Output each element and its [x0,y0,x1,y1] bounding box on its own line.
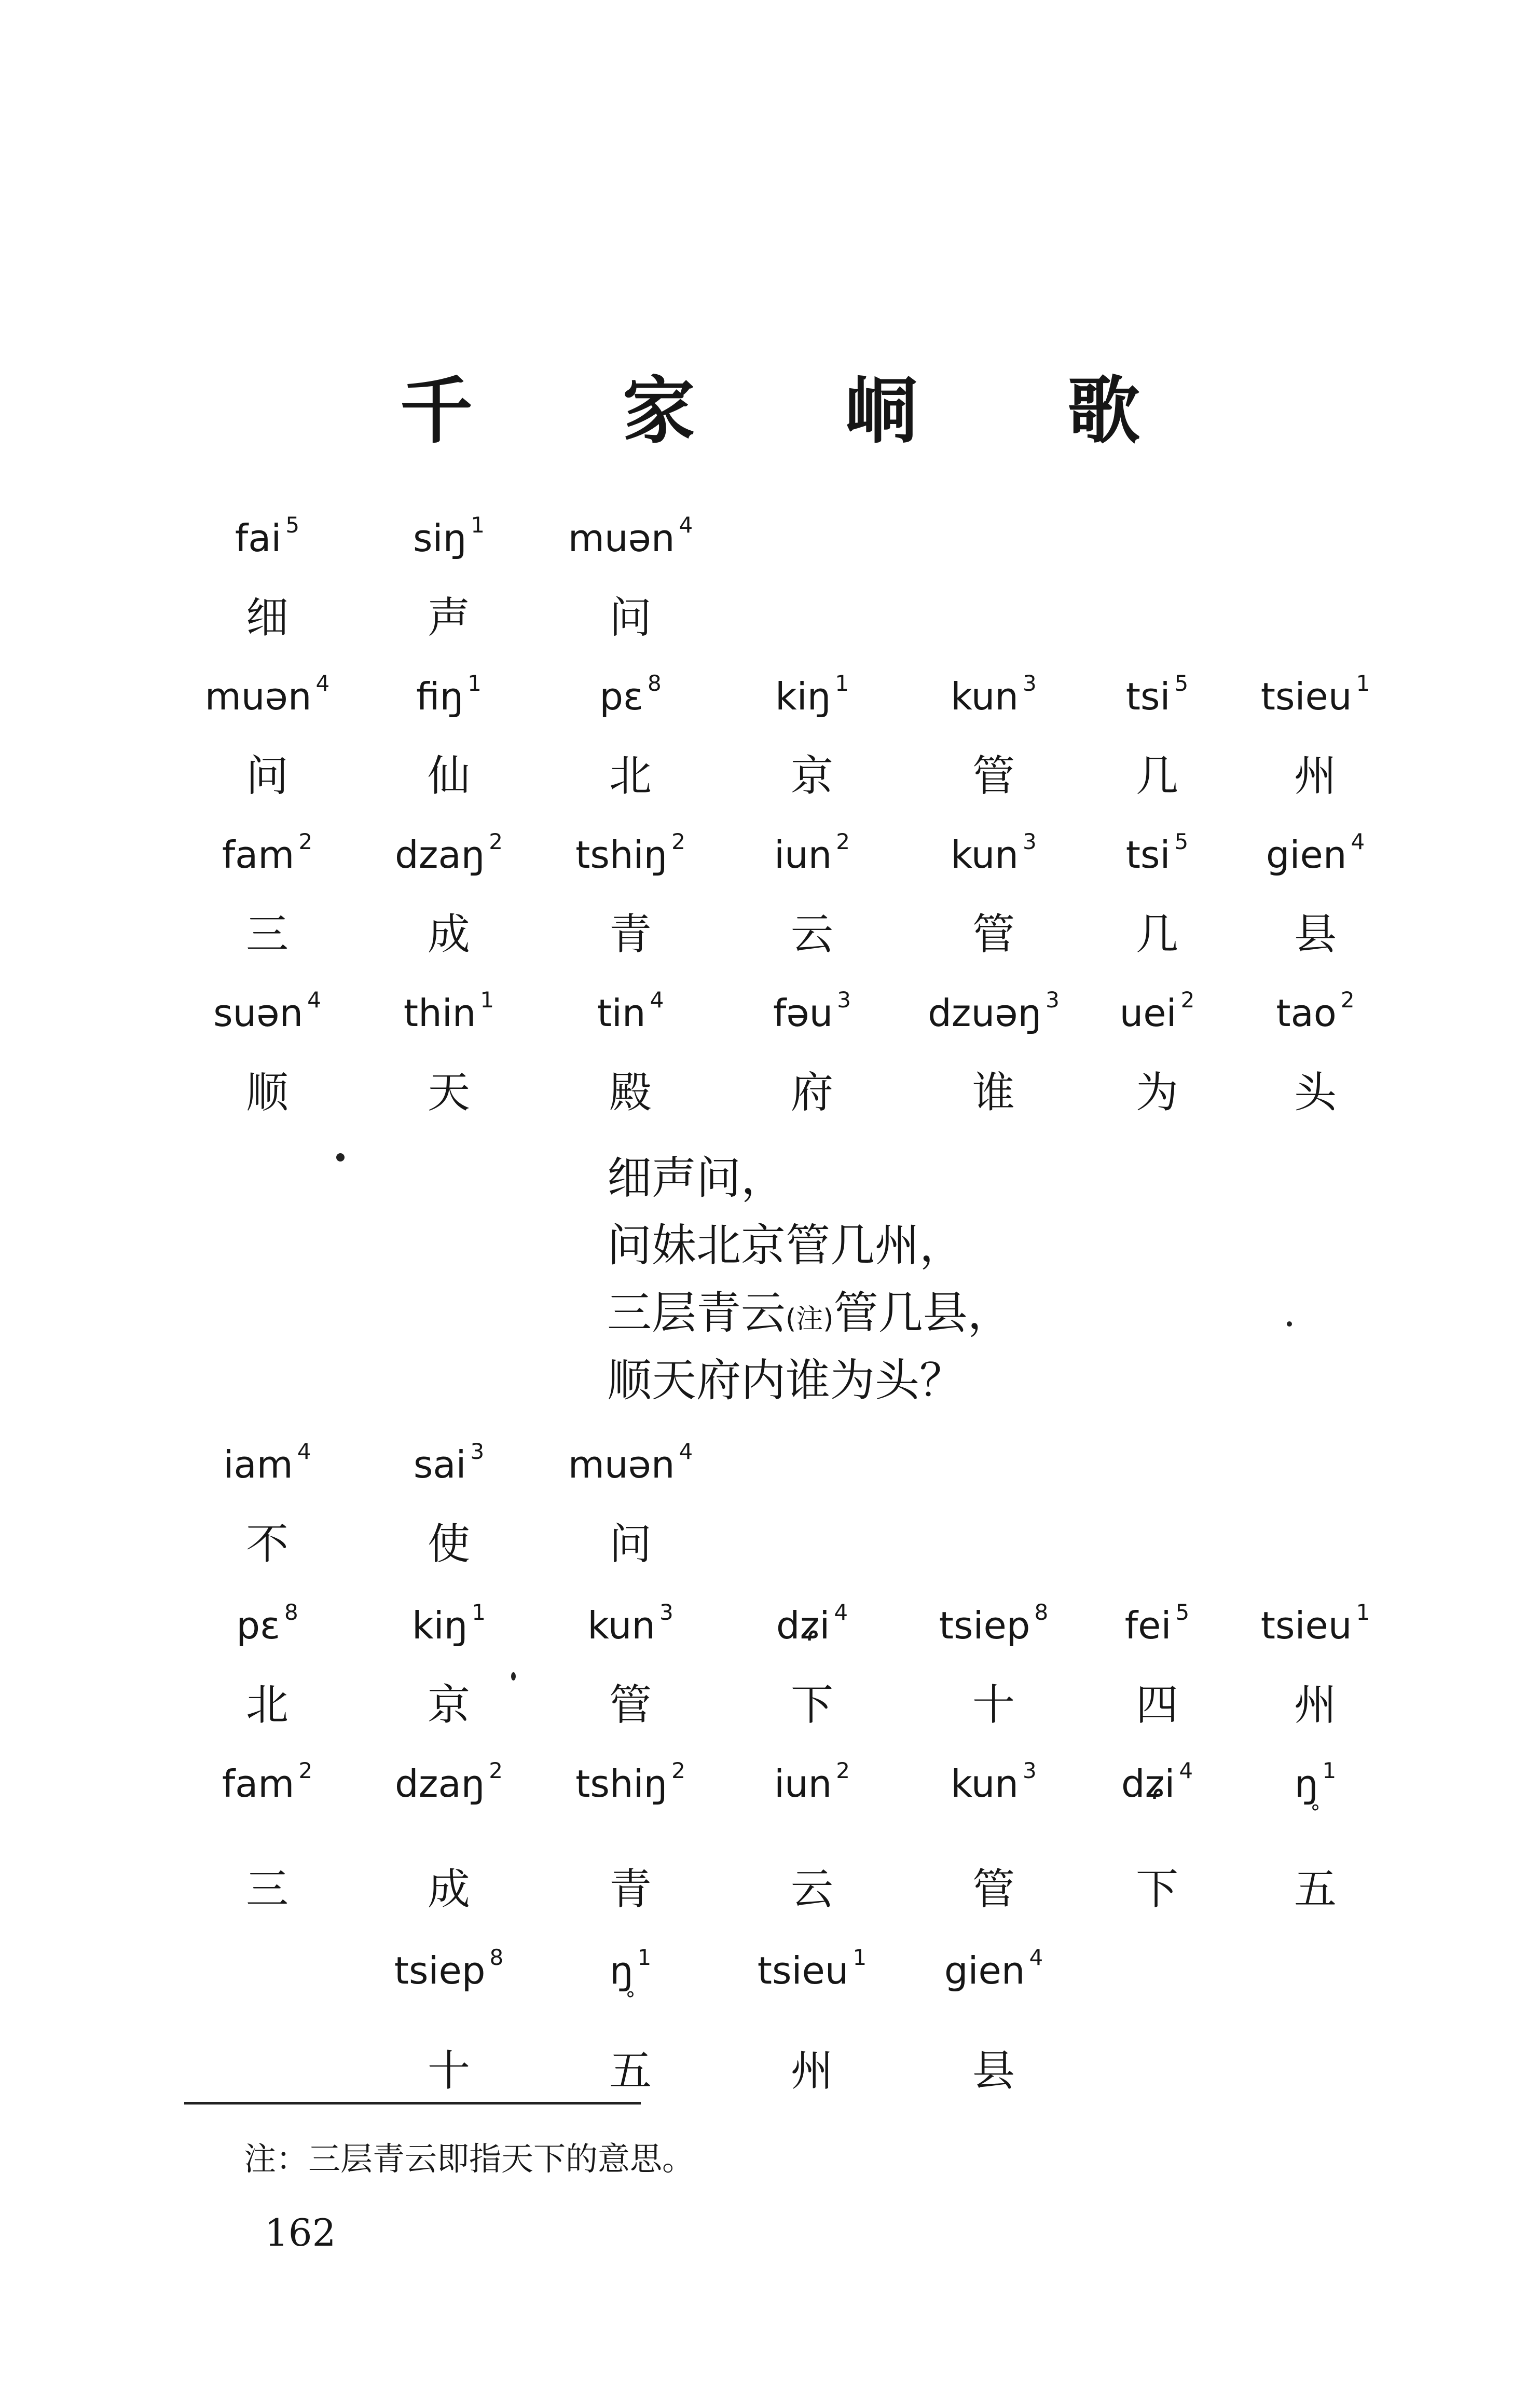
chinese-character: 细 [245,593,288,643]
footnote: 注：三层青云即指天下的意思。 [244,2140,695,2178]
translation-line-2: 问妹北京管几州， [607,1220,964,1272]
print-speck [1287,1321,1292,1327]
romanized-syllable [1230,1600,1401,1647]
chinese-character: 下 [790,1680,833,1730]
chinese-character: 问 [609,593,652,643]
syllabic-mark: ° [625,1988,636,2011]
syllable-text: gien [1266,833,1347,877]
romanized-syllable [545,1439,716,1486]
syllable-text: gien [944,1949,1025,1992]
syllable-text: kiŋ [775,675,831,718]
chinese-character: 下 [1135,1865,1178,1914]
chinese-character: 几 [1135,751,1178,801]
translation-line-3-start: 三层青云 [607,1287,786,1339]
romanized-syllable [363,1758,534,1806]
syllable-text: tsieu [1260,1604,1352,1647]
tone-number: 8 [647,671,662,696]
syllable-text: muən [204,675,312,718]
chinese-character: 使 [427,1520,470,1569]
print-speck [336,1153,345,1161]
tone-number: 4 [1029,1945,1043,1971]
syllable-text: tsiep [939,1604,1030,1647]
chinese-character: 县 [1294,910,1337,959]
syllable-text: tshiŋ [575,1762,668,1806]
romanized-syllable [908,1600,1079,1647]
romanized-syllable [545,512,716,560]
romanized-syllable [908,1945,1079,1992]
syllable-text: uei [1119,991,1177,1035]
syllable-text: dzaŋ [395,1762,485,1806]
translation-line-1: 细声问， [607,1152,786,1204]
tone-number: 5 [285,512,300,538]
syllable-text: iun [774,833,832,877]
chinese-character: 管 [972,751,1015,801]
romanized-syllable [363,1439,534,1486]
romanized-syllable [726,1600,898,1647]
translation-line-3-end: 管几县， [833,1287,1012,1339]
tone-number: 3 [837,987,851,1013]
tone-number: 4 [1351,829,1365,855]
syllable-text: muən [568,1443,675,1486]
syllable-text: thin [403,991,476,1035]
chinese-character: 北 [609,751,652,801]
syllable-text: fam [222,833,295,877]
page-number: 162 [265,2211,336,2254]
romanized-syllable [182,829,353,877]
tone-number: 3 [1023,671,1037,696]
chinese-character: 声 [427,593,470,643]
chinese-character: 管 [972,1865,1015,1914]
romanized-syllable [726,1758,898,1806]
chinese-character: 为 [1135,1068,1178,1117]
chinese-character: 问 [609,1520,652,1569]
romanized-syllable [726,671,898,718]
syllable-text: fiŋ [416,675,464,718]
tone-number: 2 [1180,987,1195,1013]
syllable-text: dzuəŋ [928,991,1042,1035]
syllable-text: suən [213,991,304,1035]
chinese-character: 五 [609,2046,652,2096]
chinese-character: 管 [609,1680,652,1730]
romanized-syllable [908,1758,1079,1806]
tone-number: 4 [650,987,664,1013]
footnote-divider [184,2102,641,2105]
chinese-character: 五 [1294,1865,1337,1914]
syllable-text: sai [413,1443,466,1486]
chinese-character: 三 [245,1865,288,1914]
chinese-character: 不 [245,1520,288,1569]
tone-number: 5 [1175,1600,1190,1625]
syllable-text: kun [951,1762,1019,1806]
tone-number: 1 [637,1945,652,1971]
tone-number: 8 [284,1600,298,1625]
tone-number: 1 [852,1945,867,1971]
tone-number: 4 [1179,1758,1193,1784]
chinese-character: 成 [427,910,470,959]
chinese-character: 三 [245,910,288,959]
tone-number: 4 [679,512,693,538]
romanized-syllable [363,1600,534,1647]
chinese-character: 几 [1135,910,1178,959]
chinese-character: 府 [790,1068,833,1117]
chinese-character: 云 [790,910,833,959]
tone-number: 1 [1356,1600,1370,1625]
print-speck [511,1672,516,1680]
syllable-text: kun [951,833,1019,877]
romanized-syllable [726,829,898,877]
chinese-character: 十 [972,1680,1015,1730]
syllable-text: tao [1276,991,1337,1035]
syllable-text: tsieu [757,1949,849,1992]
syllable-text: fəu [773,991,833,1035]
chinese-character: 殿 [609,1068,652,1117]
tone-number: 5 [1174,829,1189,855]
chinese-character: 仙 [427,751,470,801]
syllable-text: pɛ [236,1604,280,1647]
syllable-text: dʑi [776,1604,830,1647]
romanized-syllable [545,671,716,718]
romanized-syllable [182,987,353,1035]
tone-number: 1 [1356,671,1370,696]
tone-number: 5 [1174,671,1189,696]
tone-number: 2 [836,1758,850,1784]
romanized-syllable [182,1439,353,1486]
chinese-character: 头 [1294,1068,1337,1117]
tone-number: 2 [671,1758,685,1784]
romanized-syllable [545,1945,716,2011]
romanized-syllable [545,1600,716,1647]
tone-number: 3 [1023,1758,1037,1784]
chinese-character: 四 [1135,1680,1178,1730]
romanized-syllable [363,829,534,877]
tone-number: 4 [834,1600,848,1625]
romanized-syllable [545,829,716,877]
syllable-text: dʑi [1121,1762,1175,1806]
chinese-character: 十 [427,2046,470,2096]
tone-number: 4 [307,987,321,1013]
song-title: 千 家 峒 歌 [400,369,1203,454]
syllable-text: iun [774,1762,832,1806]
syllable-text: siŋ [413,516,467,560]
chinese-character: 青 [609,1865,652,1914]
syllable-text: tsi [1125,675,1171,718]
tone-number: 2 [298,1758,313,1784]
tone-number: 3 [470,1439,485,1465]
tone-number: 2 [1340,987,1355,1013]
tone-number: 3 [1023,829,1037,855]
tone-number: 2 [836,829,850,855]
romanized-syllable [363,671,534,718]
chinese-character: 谁 [972,1068,1015,1117]
romanized-syllable [182,671,353,718]
chinese-character: 县 [972,2046,1015,2096]
syllable-text: muən [568,516,675,560]
syllable-text: kiŋ [411,1604,468,1647]
syllable-text: tshiŋ [575,833,668,877]
tone-number: 2 [671,829,685,855]
romanized-syllable [363,512,534,560]
syllable-text: pɛ [599,675,643,718]
syllable-text: tin [597,991,646,1035]
romanized-syllable [1230,829,1401,877]
romanized-syllable [545,1758,716,1806]
romanized-syllable [182,1600,353,1647]
translation-line-4: 顺天府内谁为头？ [607,1355,964,1406]
romanized-syllable [1071,671,1243,718]
romanized-syllable [726,987,898,1035]
romanized-syllable [1071,1600,1243,1647]
footnote-marker: (注) [786,1304,834,1335]
tone-number: 8 [1034,1600,1049,1625]
tone-number: 1 [480,987,494,1013]
chinese-character: 成 [427,1865,470,1914]
syllable-text: dzaŋ [395,833,485,877]
chinese-character: 管 [972,910,1015,959]
chinese-character: 顺 [245,1068,288,1117]
romanized-syllable [726,1945,898,1992]
syllable-text: tsiep [394,1949,486,1992]
translation-line-3 [607,1277,1012,1341]
chinese-character: 州 [1294,751,1337,801]
tone-number: 1 [471,512,485,538]
tone-number: 4 [297,1439,311,1465]
syllable-text: ŋ [1294,1762,1318,1806]
chinese-character: 京 [427,1680,470,1730]
romanized-syllable [182,512,353,560]
tone-number: 1 [1322,1758,1337,1784]
tone-number: 2 [298,829,313,855]
tone-number: 1 [835,671,849,696]
tone-number: 4 [679,1439,693,1465]
romanized-syllable [545,987,716,1035]
syllable-text: kun [587,1604,655,1647]
chinese-character: 天 [427,1068,470,1117]
chinese-character: 北 [245,1680,288,1730]
romanized-syllable [1230,987,1401,1035]
chinese-character: 京 [790,751,833,801]
syllable-text: iam [223,1443,293,1486]
romanized-syllable [908,829,1079,877]
tone-number: 4 [315,671,330,696]
romanized-syllable [1230,671,1401,718]
tone-number: 3 [1046,987,1060,1013]
chinese-character: 云 [790,1865,833,1914]
chinese-character: 青 [609,910,652,959]
romanized-syllable [1071,829,1243,877]
tone-number: 1 [468,671,482,696]
romanized-syllable [363,1945,534,1992]
syllable-text: ŋ [609,1949,634,1992]
syllable-text: fai [235,516,282,560]
tone-number: 2 [489,1758,503,1784]
syllable-text: kun [951,675,1019,718]
syllable-text: fam [222,1762,295,1806]
syllable-text: tsieu [1260,675,1352,718]
romanized-syllable [1071,987,1243,1035]
syllabic-mark: ° [1310,1801,1321,1824]
chinese-character: 问 [245,751,288,801]
syllable-text: fei [1124,1604,1172,1647]
chinese-character: 州 [1294,1680,1337,1730]
romanized-syllable [1071,1758,1243,1806]
romanized-syllable [908,671,1079,718]
tone-number: 8 [489,1945,504,1971]
romanized-syllable [182,1758,353,1806]
tone-number: 3 [659,1600,673,1625]
romanized-syllable [363,987,534,1035]
chinese-character: 州 [790,2046,833,2096]
syllable-text: tsi [1125,833,1171,877]
romanized-syllable [1230,1758,1401,1824]
romanized-syllable [908,987,1079,1035]
tone-number: 2 [489,829,503,855]
tone-number: 1 [472,1600,486,1625]
